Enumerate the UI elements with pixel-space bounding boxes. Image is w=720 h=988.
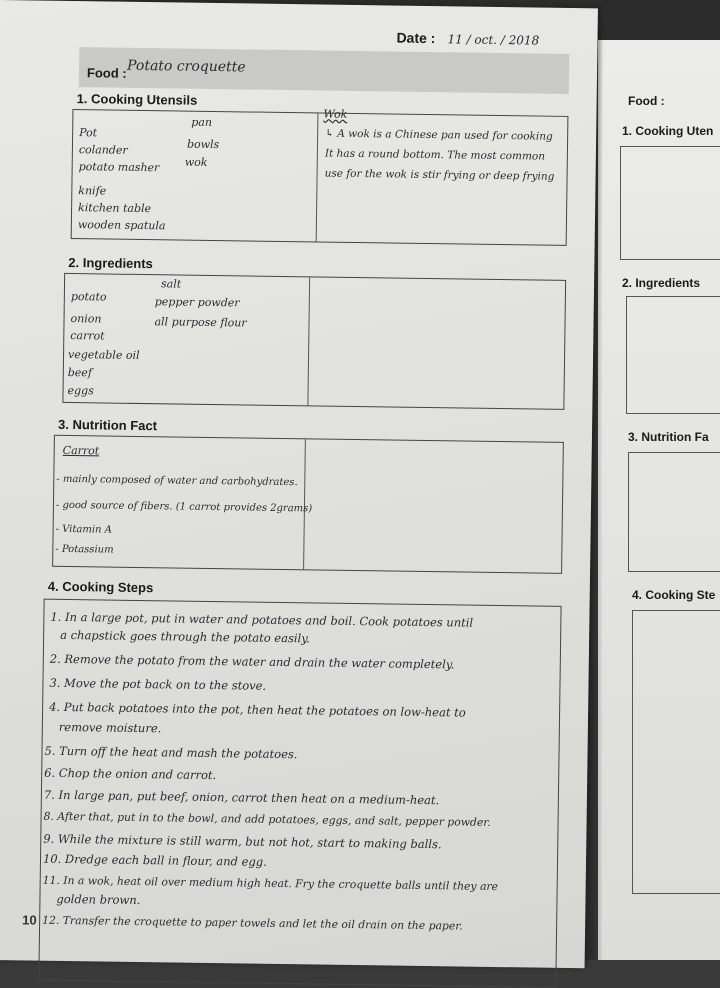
right-utensils-title: 1. Cooking Uten xyxy=(622,124,714,138)
step-line: remove moisture. xyxy=(58,719,162,736)
page-number: 10 xyxy=(22,912,37,928)
step-line: a chapstick goes through the potato easily. xyxy=(60,627,310,646)
right-nutrition-box xyxy=(628,452,720,572)
section-title-ingredients: 2. Ingredients xyxy=(68,254,153,272)
section-title-nutrition: 3. Nutrition Fact xyxy=(57,416,158,434)
step-line: 4. Put back potatoes into the pot, then heat the potatoes on low-heat to xyxy=(49,699,466,720)
nutrition-box xyxy=(52,435,564,574)
step-line: 2. Remove the potato from the water and drain the water completely. xyxy=(49,651,455,672)
ingredients-divider xyxy=(307,277,310,405)
right-ingredients-title: 2. Ingredients xyxy=(622,276,701,290)
utensil-item: potato masher xyxy=(78,160,160,175)
food-label: Food : xyxy=(86,65,127,81)
wok-note-title: Wok xyxy=(323,107,348,121)
date-label: Date : xyxy=(396,29,436,47)
utensil-item: colander xyxy=(78,143,128,157)
ingredients-box xyxy=(62,273,566,410)
ingredient-item: salt xyxy=(160,277,182,291)
step-line: 1. In a large pot, put in water and potatoes and boil. Cook potatoes until xyxy=(50,609,474,630)
step-line: 10. Dredge each ball in flour, and egg. xyxy=(42,851,267,869)
ingredient-item: carrot xyxy=(70,329,105,343)
step-line: 3. Move the pot back on to the stove. xyxy=(49,675,267,693)
ingredient-item: beef xyxy=(67,365,93,380)
utensil-item: kitchen table xyxy=(78,201,152,216)
steps-box xyxy=(38,599,561,988)
section-title-utensils: 1. Cooking Utensils xyxy=(76,91,198,108)
wok-note-line: It has a round bottom. The most common xyxy=(324,147,546,163)
utensil-item: Pot xyxy=(79,126,98,140)
step-line: 12. Transfer the croquette to paper towels and let the oil drain on the paper. xyxy=(42,913,463,933)
utensil-item: wok xyxy=(184,155,208,169)
ingredient-item: potato xyxy=(70,290,107,304)
step-line: 7. In large pan, put beef, onion, carrot then heat on a medium-heat. xyxy=(43,787,440,808)
right-food-label: Food : xyxy=(628,94,665,108)
right-ingredients-box xyxy=(626,296,720,414)
step-line: golden brown. xyxy=(56,891,141,908)
wok-note-line: ↳ A wok is a Chinese pan used for cooking xyxy=(325,127,553,143)
ingredient-item: onion xyxy=(70,312,102,326)
nutrition-line: - good source of fibers. (1 carrot provides 2grams) xyxy=(55,499,313,515)
utensils-divider xyxy=(316,113,319,241)
nutrition-title: Carrot xyxy=(62,443,100,458)
ingredient-item: pepper powder xyxy=(154,295,240,310)
ingredient-item: all purpose flour xyxy=(154,315,247,330)
step-line: 6. Chop the onion and carrot. xyxy=(44,765,217,783)
step-line: 5. Turn off the heat and mash the potatoes. xyxy=(44,743,298,762)
utensil-item: knife xyxy=(78,184,107,198)
date-value: 11 / oct. / 2018 xyxy=(447,32,540,48)
step-line: 9. While the mixture is still warm, but not hot, start to making balls. xyxy=(43,831,442,852)
right-nutrition-title: 3. Nutrition Fa xyxy=(628,430,709,444)
ingredient-item: eggs xyxy=(67,383,94,398)
step-line: 11. In a wok, heat oil over medium high heat. Fry the croquette balls until they are xyxy=(42,873,499,894)
right-steps-title: 4. Cooking Ste xyxy=(632,588,716,602)
utensil-item: wooden spatula xyxy=(77,218,166,233)
right-steps-box xyxy=(632,610,720,894)
nutrition-line: - Vitamin A xyxy=(55,523,112,536)
section-title-steps: 4. Cooking Steps xyxy=(47,578,154,596)
utensils-box xyxy=(71,109,569,246)
food-value: Potato croquette xyxy=(126,57,246,76)
right-page xyxy=(598,40,720,960)
utensil-item: pan xyxy=(191,115,213,129)
ingredient-item: vegetable oil xyxy=(67,347,140,362)
right-utensils-box xyxy=(620,146,720,260)
step-line: 8. After that, put in to the bowl, and add potatoes, eggs, and salt, pepper powder. xyxy=(43,809,491,829)
nutrition-line: - mainly composed of water and carbohydrates. xyxy=(56,473,298,489)
utensil-item: bowls xyxy=(186,137,220,152)
wok-note-line: use for the wok is stir frying or deep frying xyxy=(324,167,555,183)
nutrition-line: - Potassium xyxy=(55,543,114,556)
